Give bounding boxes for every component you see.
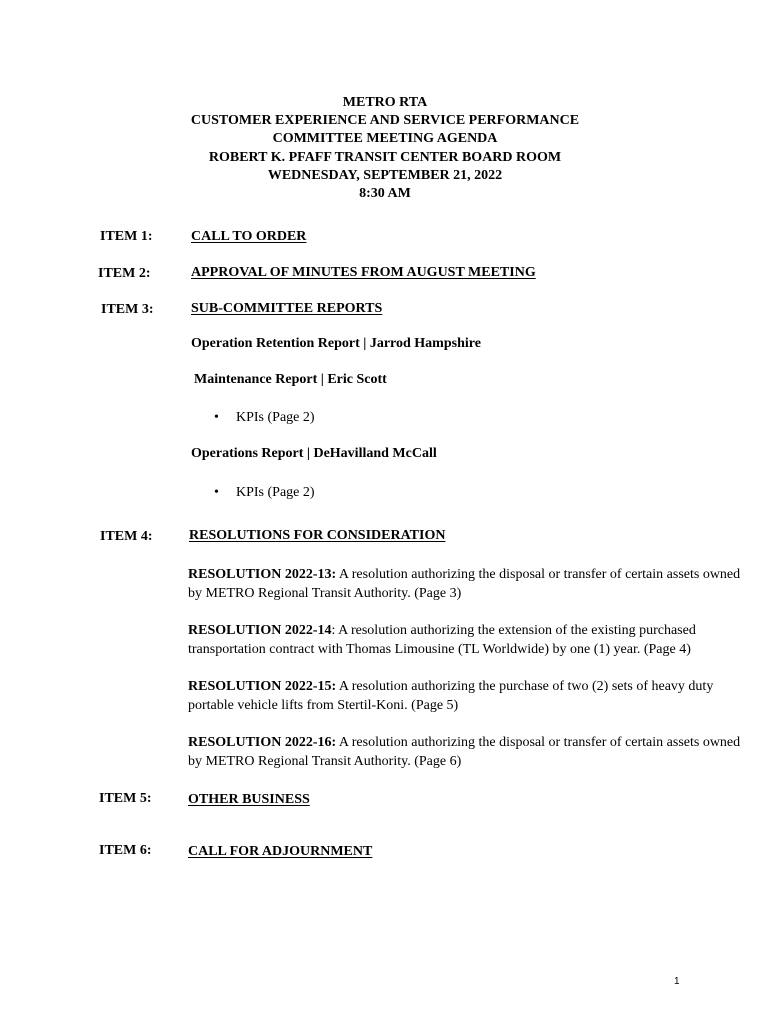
maintenance-kpi-text: KPIs (Page 2) bbox=[236, 410, 315, 425]
resolution-id: RESOLUTION 2022-15: bbox=[188, 679, 337, 694]
header-committee: CUSTOMER EXPERIENCE AND SERVICE PERFORMANCE bbox=[190, 113, 580, 129]
resolution-text: A resolution authorizing the disposal or transfer of certain assets owned by METRO Regional Transit Authority. (Page 3) bbox=[188, 567, 741, 601]
header-time: 8:30 AM bbox=[359, 186, 411, 202]
operations-kpi-text: KPIs (Page 2) bbox=[236, 485, 315, 500]
header-doc-type: COMMITTEE MEETING AGENDA bbox=[272, 131, 498, 147]
agenda-header bbox=[0, 94, 770, 203]
maintenance-report: Maintenance Report | Eric Scott bbox=[194, 372, 387, 387]
operation-retention-report: Operation Retention Report | Jarrod Hampshire bbox=[191, 336, 481, 351]
header-org: METRO RTA bbox=[342, 95, 428, 110]
resolution-2022-13 bbox=[188, 565, 750, 603]
operations-kpi-bullet bbox=[214, 485, 315, 501]
operations-report: Operations Report | DeHavilland McCall bbox=[191, 446, 437, 461]
item-4-title: RESOLUTIONS FOR CONSIDERATION bbox=[189, 528, 446, 543]
resolution-text: A resolution authorizing the purchase of two (2) sets of heavy duty portable vehicle lifts from Stertil-Koni. (Page 5) bbox=[188, 679, 714, 713]
resolution-2022-14 bbox=[188, 621, 750, 659]
item-6-title: CALL FOR ADJOURNMENT bbox=[188, 844, 373, 859]
item-6-label: ITEM 6: bbox=[99, 843, 152, 858]
item-5-title: OTHER BUSINESS bbox=[188, 792, 310, 807]
item-3-title: SUB-COMMITTEE REPORTS bbox=[191, 301, 383, 316]
resolution-2022-15 bbox=[188, 677, 750, 715]
item-5-label: ITEM 5: bbox=[99, 791, 152, 806]
item-2-label: ITEM 2: bbox=[98, 266, 151, 281]
item-4-label: ITEM 4: bbox=[100, 529, 153, 544]
item-2-title: APPROVAL OF MINUTES FROM AUGUST MEETING bbox=[191, 265, 536, 280]
item-1-label: ITEM 1: bbox=[100, 229, 153, 244]
header-date: WEDNESDAY, SEPTEMBER 21, 2022 bbox=[267, 167, 503, 183]
bullet-icon: • bbox=[214, 485, 219, 500]
resolution-text: : A resolution authorizing the extension of the existing purchased transportation contract with Thomas Limousine (TL Worldwide) by one (1) year. (Page 4) bbox=[188, 623, 696, 657]
resolution-id: RESOLUTION 2022-14 bbox=[188, 623, 332, 638]
resolution-text: A resolution authorizing the disposal or transfer of certain assets owned by METRO Regional Transit Authority. (Page 6) bbox=[188, 735, 741, 769]
item-1-title: CALL TO ORDER bbox=[191, 229, 307, 244]
header-location: ROBERT K. PFAFF TRANSIT CENTER BOARD ROOM bbox=[208, 149, 562, 165]
item-3-label: ITEM 3: bbox=[101, 302, 154, 317]
maintenance-kpi-bullet bbox=[214, 410, 315, 426]
page-number: 1 bbox=[674, 976, 680, 987]
resolution-id: RESOLUTION 2022-16: bbox=[188, 735, 337, 750]
resolution-id: RESOLUTION 2022-13: bbox=[188, 567, 337, 582]
bullet-icon: • bbox=[214, 410, 219, 425]
resolution-2022-16 bbox=[188, 733, 750, 771]
